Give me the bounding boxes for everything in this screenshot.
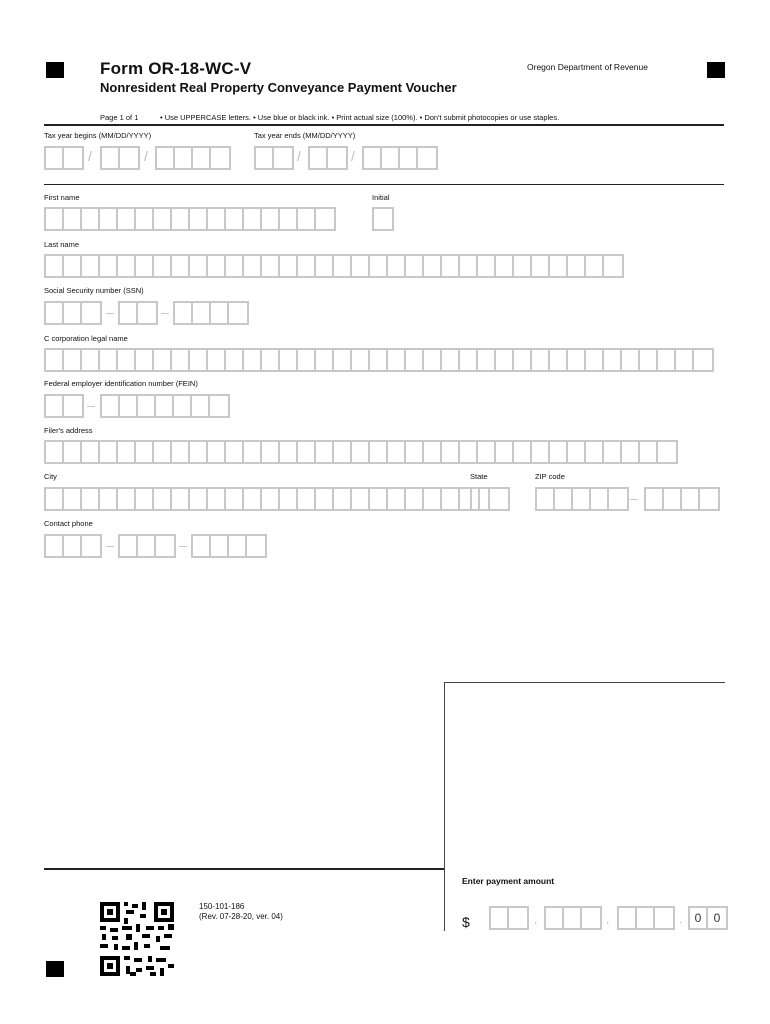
state-label: State — [470, 472, 488, 481]
first-name-label: First name — [44, 193, 80, 202]
fein-dash — [87, 406, 95, 407]
form-number: 150-101-186 — [199, 902, 245, 911]
phone-dash — [179, 546, 187, 547]
ssn-label: Social Security number (SSN) — [44, 286, 144, 295]
cents-digit: 0 — [690, 908, 708, 928]
tax-year-ends-label: Tax year ends (MM/DD/YYYY) — [254, 131, 356, 140]
city-label: City — [44, 472, 57, 481]
qr-code — [100, 902, 174, 976]
form-subtitle: Nonresident Real Property Conveyance Payment Voucher — [100, 80, 457, 95]
ssn-dash — [106, 313, 114, 314]
payment-amount-label: Enter payment amount — [462, 876, 555, 886]
date-separator: / — [144, 148, 148, 164]
initial-input[interactable] — [372, 207, 394, 231]
fein-part-1[interactable] — [44, 394, 84, 418]
filers-address-input[interactable] — [44, 440, 678, 464]
registration-mark-bottom-left — [46, 961, 64, 977]
filers-address-label: Filer's address — [44, 426, 93, 435]
date-separator: / — [351, 148, 355, 164]
section-rule — [44, 184, 724, 185]
last-name-input[interactable] — [44, 254, 624, 278]
contact-phone-part-2[interactable] — [118, 534, 176, 558]
page-info: Page 1 of 1 — [100, 113, 139, 122]
payment-amount-cents[interactable] — [688, 906, 728, 930]
registration-mark-top-right — [707, 62, 725, 78]
tax-year-begins-day[interactable] — [100, 146, 140, 170]
contact-phone-label: Contact phone — [44, 519, 93, 528]
header-rule — [44, 124, 724, 126]
last-name-label: Last name — [44, 240, 80, 249]
bottom-rule — [44, 868, 444, 870]
registration-mark-top-left — [46, 62, 64, 78]
zip-part-1[interactable] — [535, 487, 629, 511]
agency-name: Oregon Department of Revenue — [527, 62, 648, 72]
instructions: • Use UPPERCASE letters. • Use blue or black ink. • Print actual size (100%). • Don't submit photocopies or use staples. — [160, 113, 560, 122]
tax-year-begins-year[interactable] — [155, 146, 231, 170]
state-input[interactable] — [470, 487, 510, 511]
form-title: Form OR-18-WC-V — [100, 59, 252, 78]
revision: (Rev. 07-28-20, ver. 04) — [199, 912, 283, 921]
contact-phone-part-3[interactable] — [191, 534, 267, 558]
tax-year-ends-year[interactable] — [362, 146, 438, 170]
date-separator: / — [297, 148, 301, 164]
dollar-sign: $ — [462, 914, 470, 930]
ssn-part-3[interactable] — [173, 301, 249, 325]
c-corp-name-input[interactable] — [44, 348, 714, 372]
ssn-part-2[interactable] — [118, 301, 158, 325]
tax-year-ends-month[interactable] — [254, 146, 294, 170]
tax-year-begins-month[interactable] — [44, 146, 84, 170]
payment-section-frame — [444, 682, 725, 931]
tax-year-ends-day[interactable] — [308, 146, 348, 170]
first-name-input[interactable] — [44, 207, 336, 231]
zip-part-2[interactable] — [644, 487, 720, 511]
fein-label: Federal employer identification number (FEIN) — [44, 379, 198, 388]
decimal-point: . — [679, 912, 683, 926]
c-corp-name-label: C corporation legal name — [44, 334, 128, 343]
zip-dash — [630, 499, 638, 500]
initial-label: Initial — [372, 193, 390, 202]
ssn-dash — [161, 313, 169, 314]
fein-part-2[interactable] — [100, 394, 230, 418]
ssn-part-1[interactable] — [44, 301, 102, 325]
cents-digit: 0 — [713, 911, 721, 925]
zip-label: ZIP code — [535, 472, 565, 481]
comma-separator: , — [534, 912, 538, 926]
phone-dash — [106, 546, 114, 547]
city-input[interactable] — [44, 487, 480, 511]
tax-year-begins-label: Tax year begins (MM/DD/YYYY) — [44, 131, 152, 140]
payment-amount-hundreds[interactable] — [617, 906, 675, 930]
contact-phone-part-1[interactable] — [44, 534, 102, 558]
qr-code-graphic — [100, 902, 174, 976]
comma-separator: , — [606, 912, 610, 926]
payment-amount-thousands[interactable] — [544, 906, 602, 930]
payment-amount-millions[interactable] — [489, 906, 529, 930]
date-separator: / — [88, 148, 92, 164]
